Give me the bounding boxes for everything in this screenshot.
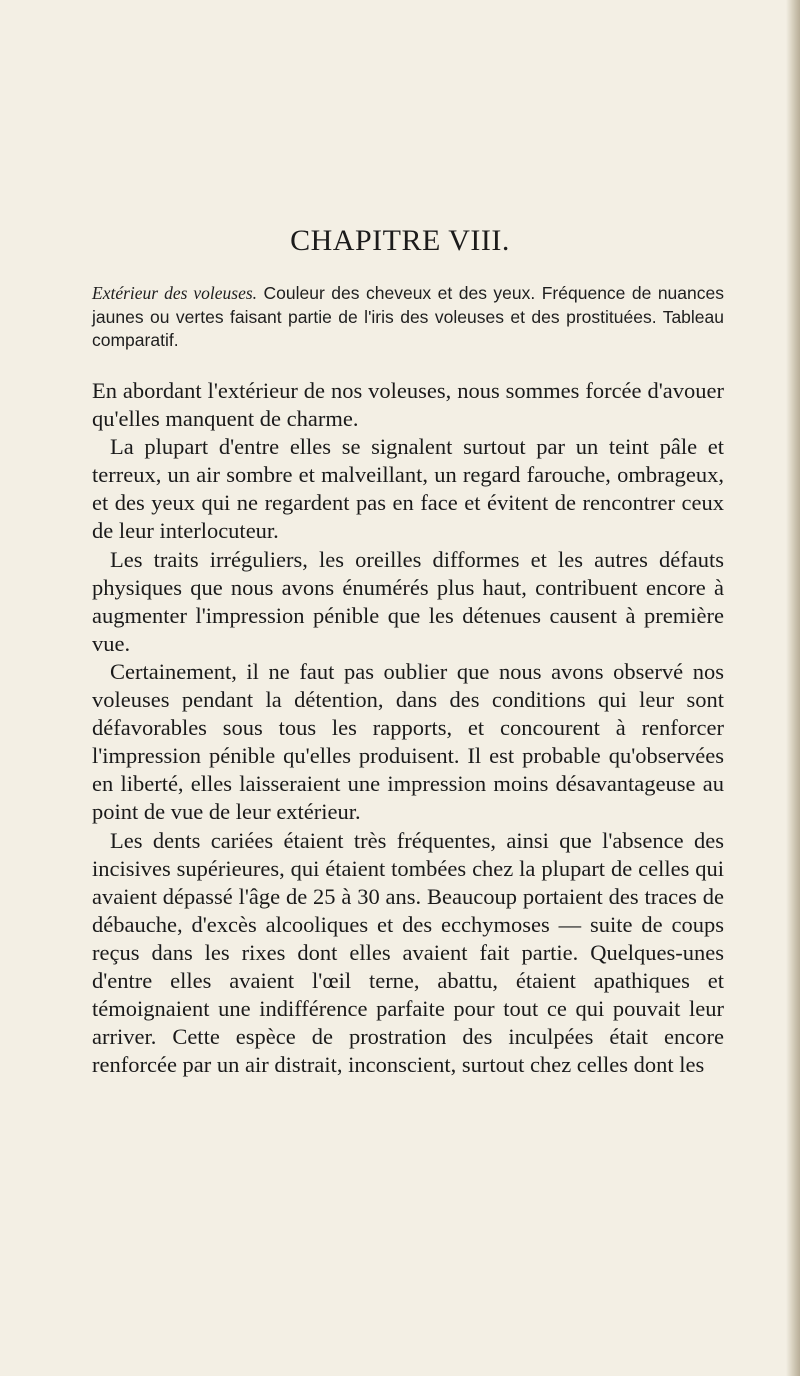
summary-text: Couleur des cheveux et des yeux. Fréquence de nuances jaunes ou vertes faisant partie de l'iris des voleuses et des prostituées. Tableau comparatif. [92,283,724,350]
paragraph: Les traits irréguliers, les oreilles difformes et les autres défauts physiques que nous avons énumérés plus haut, contribuent encore à augmenter l'impression pénible que les détenues causent à première vue. [92,546,724,656]
paragraph: La plupart d'entre elles se signalent surtout par un teint pâle et terreux, un air sombre et malveillant, un regard farouche, ombrageux, et des yeux qui ne regardent pas en face et évitent de rencontrer ceux de leur interlocuteur. [92,434,724,544]
paragraph: Certainement, il ne faut pas oublier que nous avons observé nos voleuses pendant la détention, dans des conditions qui leur sont défavorables sous tous les rapports, et concourent à renforcer l'impression pénible qu'elles produisent. Il est probable qu'observées en liberté, elles laisseraient une impression moins désavantageuse au point de vue de leur extérieur. [92,658,724,825]
page-edge-shadow [786,0,800,1376]
chapter-summary [92,282,724,353]
chapter-title: CHAPITRE VIII. [290,224,510,257]
paragraph: En abordant l'extérieur de nos voleuses, nous sommes forcée d'avouer qu'elles manquent de charme. [92,378,724,432]
paragraph: Les dents cariées étaient très fréquentes, ainsi que l'absence des incisives supérieures, qui étaient tombées chez la plupart de celles qui avaient dépassé l'âge de 25 à 30 ans. Beaucoup portaient des traces de débauche, d'excès alcooliques et des ecchymoses — suite de coups reçus dans les rixes dont elles avaient fait partie. Quelques-unes d'entre elles avaient l'œil terne, abattu, étaient apathiques et témoignaient une indifférence parfaite pour tout ce qui pouvait leur arriver. Cette espèce de prostration des inculpées était encore renforcée par un air distrait, inconscient, surtout chez celles dont les [92,827,724,1078]
chapter-body [92,377,724,1079]
summary-italic-lead: Extérieur des voleuses. [92,283,258,303]
